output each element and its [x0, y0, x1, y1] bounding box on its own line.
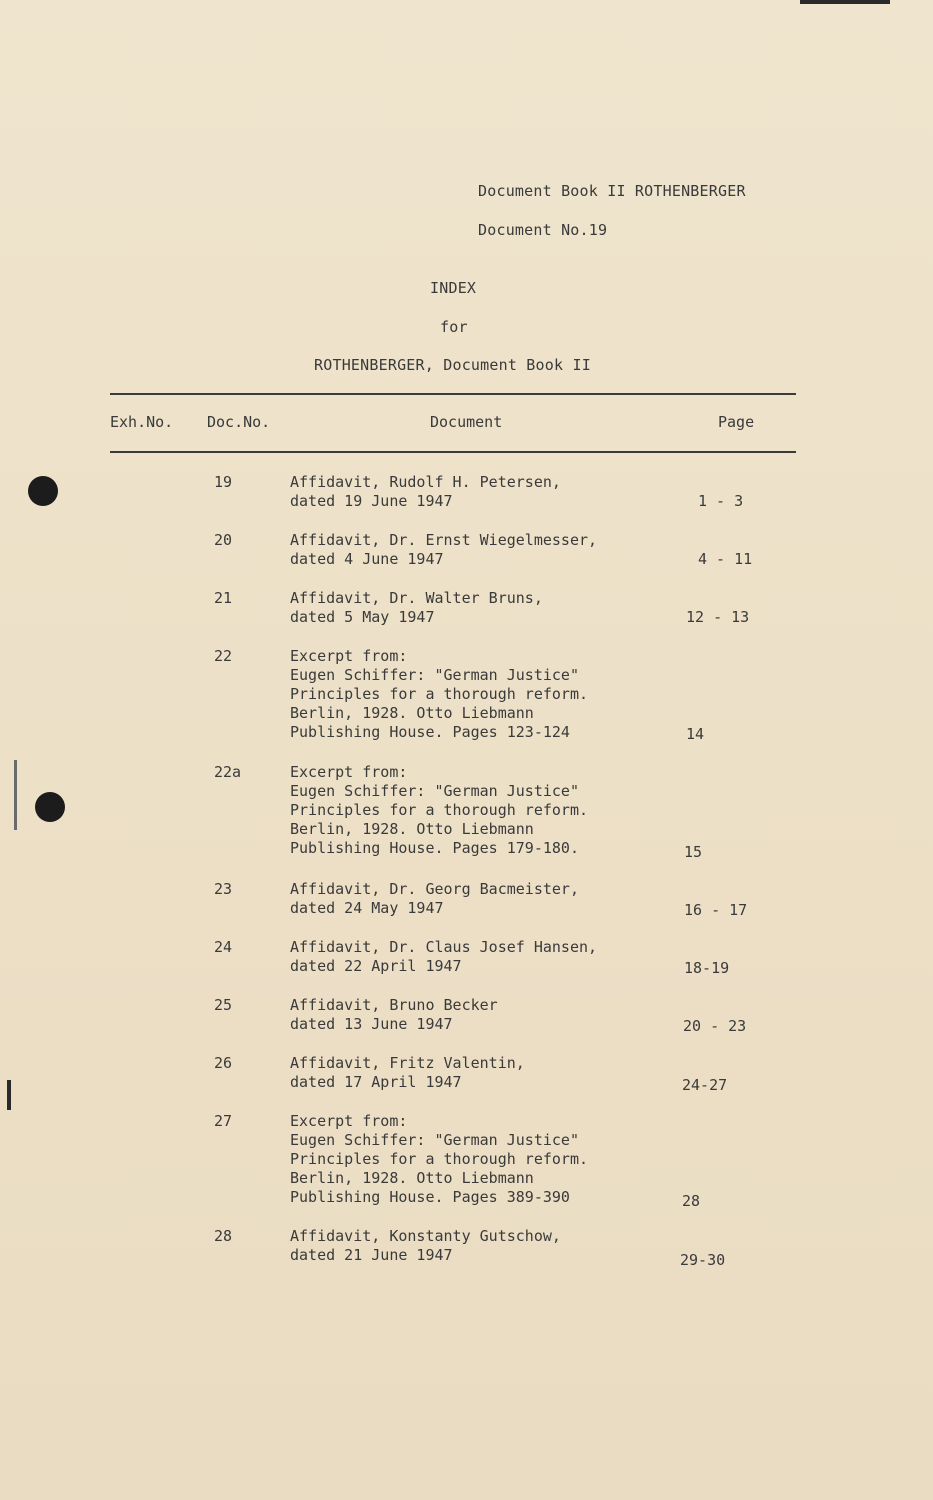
entry-page: 18-19: [684, 959, 730, 977]
entry-line: dated 19 June 1947: [290, 492, 453, 510]
entry-line: Publishing House. Pages 179-180.: [290, 839, 579, 857]
index-title: INDEX: [430, 279, 477, 297]
entry-line: Publishing House. Pages 123-124: [290, 723, 570, 741]
entry-line: Affidavit, Dr. Georg Bacmeister,: [290, 880, 579, 898]
entry-line: dated 5 May 1947: [290, 608, 435, 626]
entry-description: [290, 763, 588, 858]
column-header-page: Page: [718, 413, 755, 431]
entry-line: dated 22 April 1947: [290, 957, 462, 975]
entry-line: Affidavit, Dr. Walter Bruns,: [290, 589, 543, 607]
entry-line: Principles for a thorough reform.: [290, 685, 589, 703]
entry-doc-no: 25: [214, 996, 233, 1014]
column-header-document: Document: [430, 413, 503, 431]
entry-line: Affidavit, Dr. Ernst Wiegelmesser,: [290, 531, 598, 549]
entry-description: [290, 1054, 525, 1092]
entry-description: [290, 473, 561, 511]
entry-line: dated 4 June 1947: [290, 550, 444, 568]
entry-line: Excerpt from:: [290, 1112, 408, 1130]
entry-line: Affidavit, Fritz Valentin,: [290, 1054, 525, 1072]
book-line: Document Book II ROTHENBERGER: [478, 182, 746, 200]
entry-doc-no: 24: [214, 938, 233, 956]
entry-line: Eugen Schiffer: "German Justice": [290, 1131, 579, 1149]
entry-line: Berlin, 1928. Otto Liebmann: [290, 1169, 534, 1187]
entry-description: [290, 1112, 588, 1207]
column-header-doc-no: Doc.No.: [207, 413, 271, 431]
entry-line: dated 17 April 1947: [290, 1073, 462, 1091]
entry-line: Affidavit, Konstanty Gutschow,: [290, 1227, 561, 1245]
top-rule: [110, 393, 796, 395]
entry-doc-no: 20: [214, 531, 233, 549]
entry-doc-no: 23: [214, 880, 233, 898]
entry-description: [290, 531, 597, 569]
entry-line: Publishing House. Pages 389-390: [290, 1188, 570, 1206]
entry-page: 15: [684, 843, 703, 861]
entry-doc-no: 21: [214, 589, 233, 607]
entry-line: dated 13 June 1947: [290, 1015, 453, 1033]
entry-line: dated 21 June 1947: [290, 1246, 453, 1264]
entry-line: Affidavit, Bruno Becker: [290, 996, 498, 1014]
entry-line: Berlin, 1928. Otto Liebmann: [290, 704, 534, 722]
entry-page: 4 - 11: [698, 550, 753, 568]
entry-line: Eugen Schiffer: "German Justice": [290, 782, 579, 800]
entry-description: [290, 996, 498, 1034]
edge-mark-top-right: [800, 0, 890, 4]
punch-hole-bottom: [35, 792, 65, 822]
column-header-exh-no: Exh.No.: [110, 413, 174, 431]
subject-line: ROTHENBERGER, Document Book II: [314, 356, 591, 374]
entry-page: 1 - 3: [698, 492, 744, 510]
entry-line: Berlin, 1928. Otto Liebmann: [290, 820, 534, 838]
punch-hole-top: [28, 476, 58, 506]
entry-description: [290, 880, 579, 918]
entry-description: [290, 1227, 561, 1265]
entry-description: [290, 647, 588, 742]
entry-page: 29-30: [680, 1251, 726, 1269]
entry-doc-no: 19: [214, 473, 233, 491]
entry-line: Affidavit, Dr. Claus Josef Hansen,: [290, 938, 598, 956]
entry-description: [290, 589, 543, 627]
entry-line: dated 24 May 1947: [290, 899, 444, 917]
entry-doc-no: 28: [214, 1227, 233, 1245]
entry-page: 24-27: [682, 1076, 728, 1094]
entry-page: 12 - 13: [686, 608, 750, 626]
entry-doc-no: 27: [214, 1112, 233, 1130]
entry-page: 28: [682, 1192, 701, 1210]
entry-line: Principles for a thorough reform.: [290, 1150, 589, 1168]
edge-mark-left-lower: [7, 1080, 11, 1110]
header-rule: [110, 451, 796, 453]
entry-description: [290, 938, 597, 976]
entry-line: Excerpt from:: [290, 647, 408, 665]
entry-doc-no: 22: [214, 647, 233, 665]
entry-line: Principles for a thorough reform.: [290, 801, 589, 819]
document-number: Document No.19: [478, 221, 608, 239]
entry-line: Eugen Schiffer: "German Justice": [290, 666, 579, 684]
entry-page: 20 - 23: [683, 1017, 747, 1035]
entry-line: Excerpt from:: [290, 763, 408, 781]
entry-doc-no: 26: [214, 1054, 233, 1072]
entry-page: 16 - 17: [684, 901, 748, 919]
entry-page: 14: [686, 725, 705, 743]
entry-doc-no: 22a: [214, 763, 242, 781]
entry-line: Affidavit, Rudolf H. Petersen,: [290, 473, 561, 491]
for-word: for: [440, 318, 468, 336]
edge-mark-left: [14, 760, 17, 830]
